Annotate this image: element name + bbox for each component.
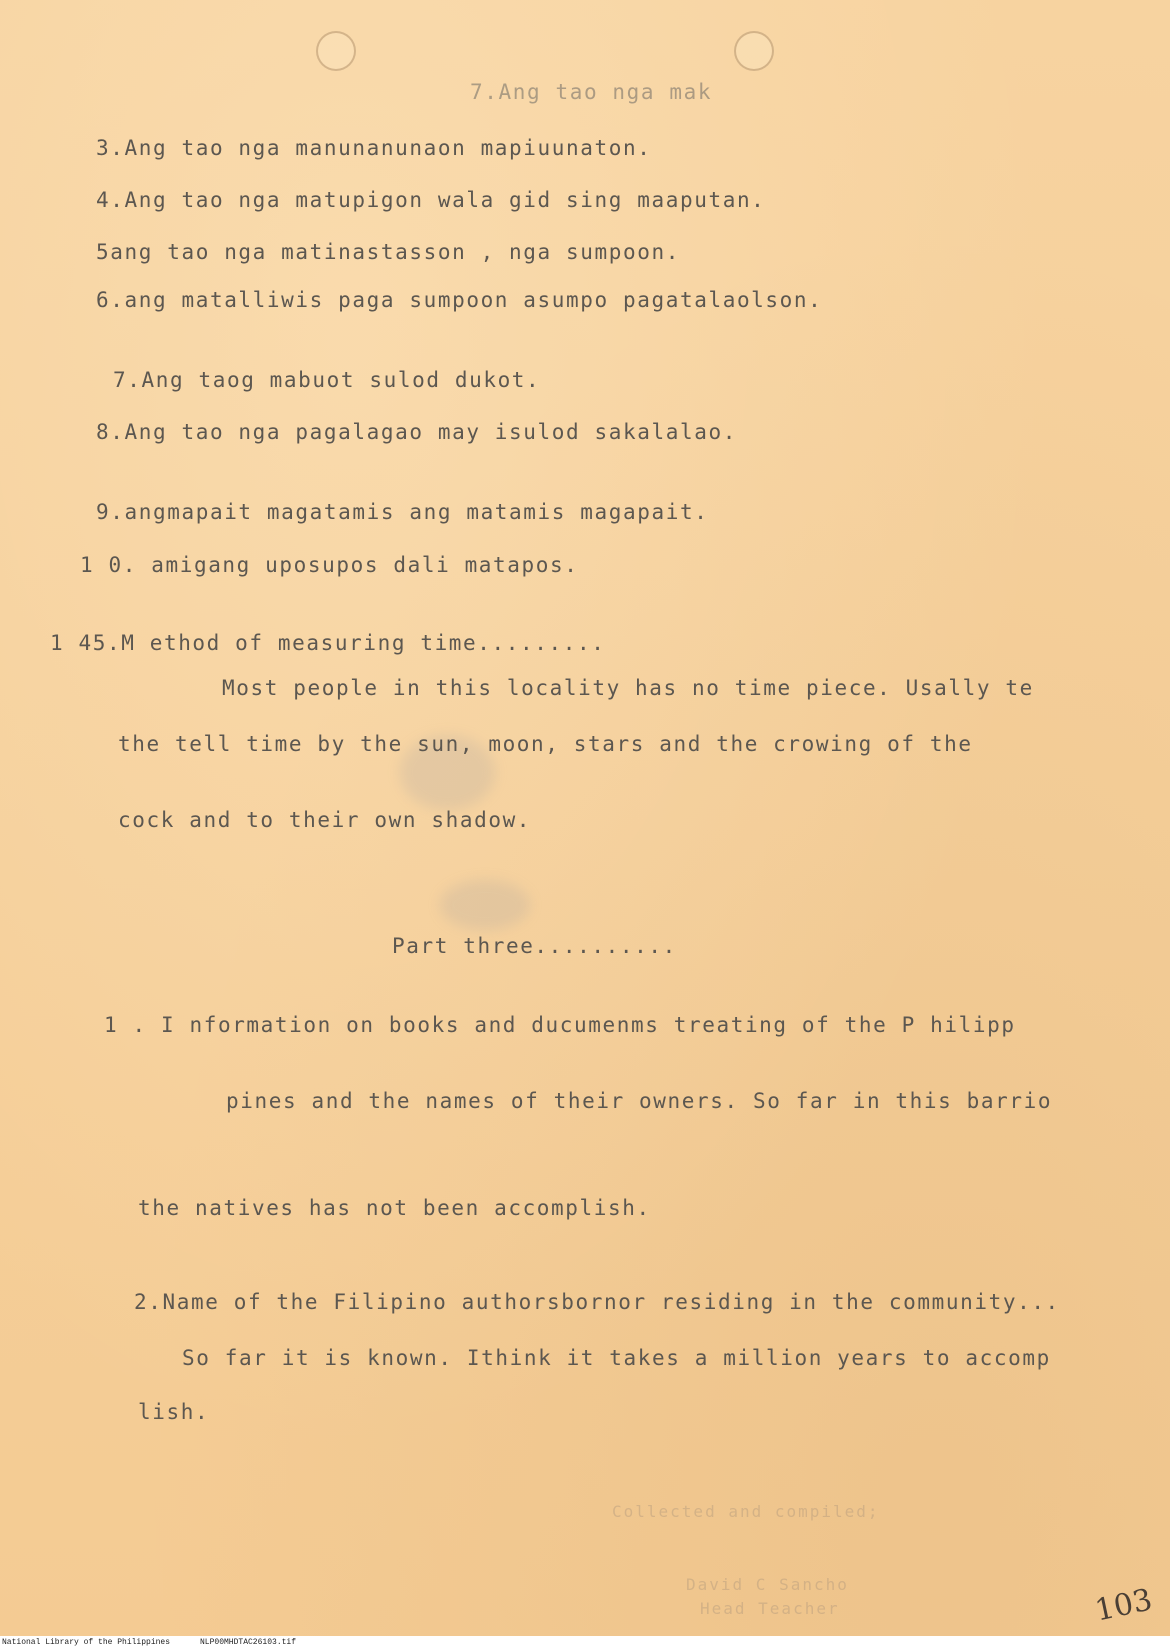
section-title: 1 45.M ethod of measuring time......... bbox=[50, 631, 606, 655]
body-line: the tell time by the sun, moon, stars and the crowing of the bbox=[118, 732, 973, 756]
proverb-line: 7.Ang taog mabuot sulod dukot. bbox=[113, 368, 541, 392]
part-heading: Part three.......... bbox=[392, 934, 677, 958]
page-number: 103 bbox=[1091, 1582, 1156, 1629]
proverb-line: 5ang tao nga matinastasson , nga sumpoon. bbox=[96, 240, 680, 264]
archive-footer bbox=[0, 1636, 1170, 1650]
item-line: pines and the names of their owners. So far in this barrio bbox=[226, 1089, 1053, 1113]
item-line: So far it is known. Ithink it takes a million years to accomp bbox=[182, 1346, 1051, 1370]
body-line: cock and to their own shadow. bbox=[118, 808, 532, 832]
footer-filename: NLP00MHDTAC26103.tif bbox=[200, 1638, 297, 1647]
item-line: 2.Name of the Filipino authorsbornor residing in the community... bbox=[134, 1290, 1060, 1314]
proverb-line: 3.Ang tao nga manunanunaon mapiuunaton. bbox=[96, 136, 652, 160]
punch-hole-right bbox=[734, 31, 774, 71]
proverb-line: 6.ang matalliwis paga sumpoon asumpo pagatalaolson. bbox=[96, 288, 823, 312]
proverb-line: 4.Ang tao nga matupigon wala gid sing maaputan. bbox=[96, 188, 766, 212]
punch-hole-left bbox=[316, 31, 356, 71]
proverb-line: 9.angmapait magatamis ang matamis magapait. bbox=[96, 500, 709, 524]
item-line: lish. bbox=[138, 1400, 210, 1424]
proverb-line: 8.Ang tao nga pagalagao may isulod sakalalao. bbox=[96, 420, 737, 444]
stain bbox=[440, 880, 530, 930]
footer-library: National Library of the Philippines bbox=[2, 1638, 171, 1647]
page-header: 7.Ang tao nga mak bbox=[470, 80, 713, 104]
item-line: the natives has not been accomplish. bbox=[138, 1196, 651, 1220]
signature-title: Head Teacher bbox=[700, 1599, 840, 1618]
item-line: 1 . I nformation on books and ducumenms treating of the P hilipp bbox=[104, 1013, 1016, 1037]
proverb-line: 1 0. amigang uposupos dali matapos. bbox=[80, 553, 579, 577]
signature-caption: Collected and compiled; bbox=[612, 1502, 880, 1521]
signature-name: David C Sancho bbox=[686, 1575, 849, 1594]
body-line: Most people in this locality has no time piece. Usally te bbox=[222, 676, 1034, 700]
